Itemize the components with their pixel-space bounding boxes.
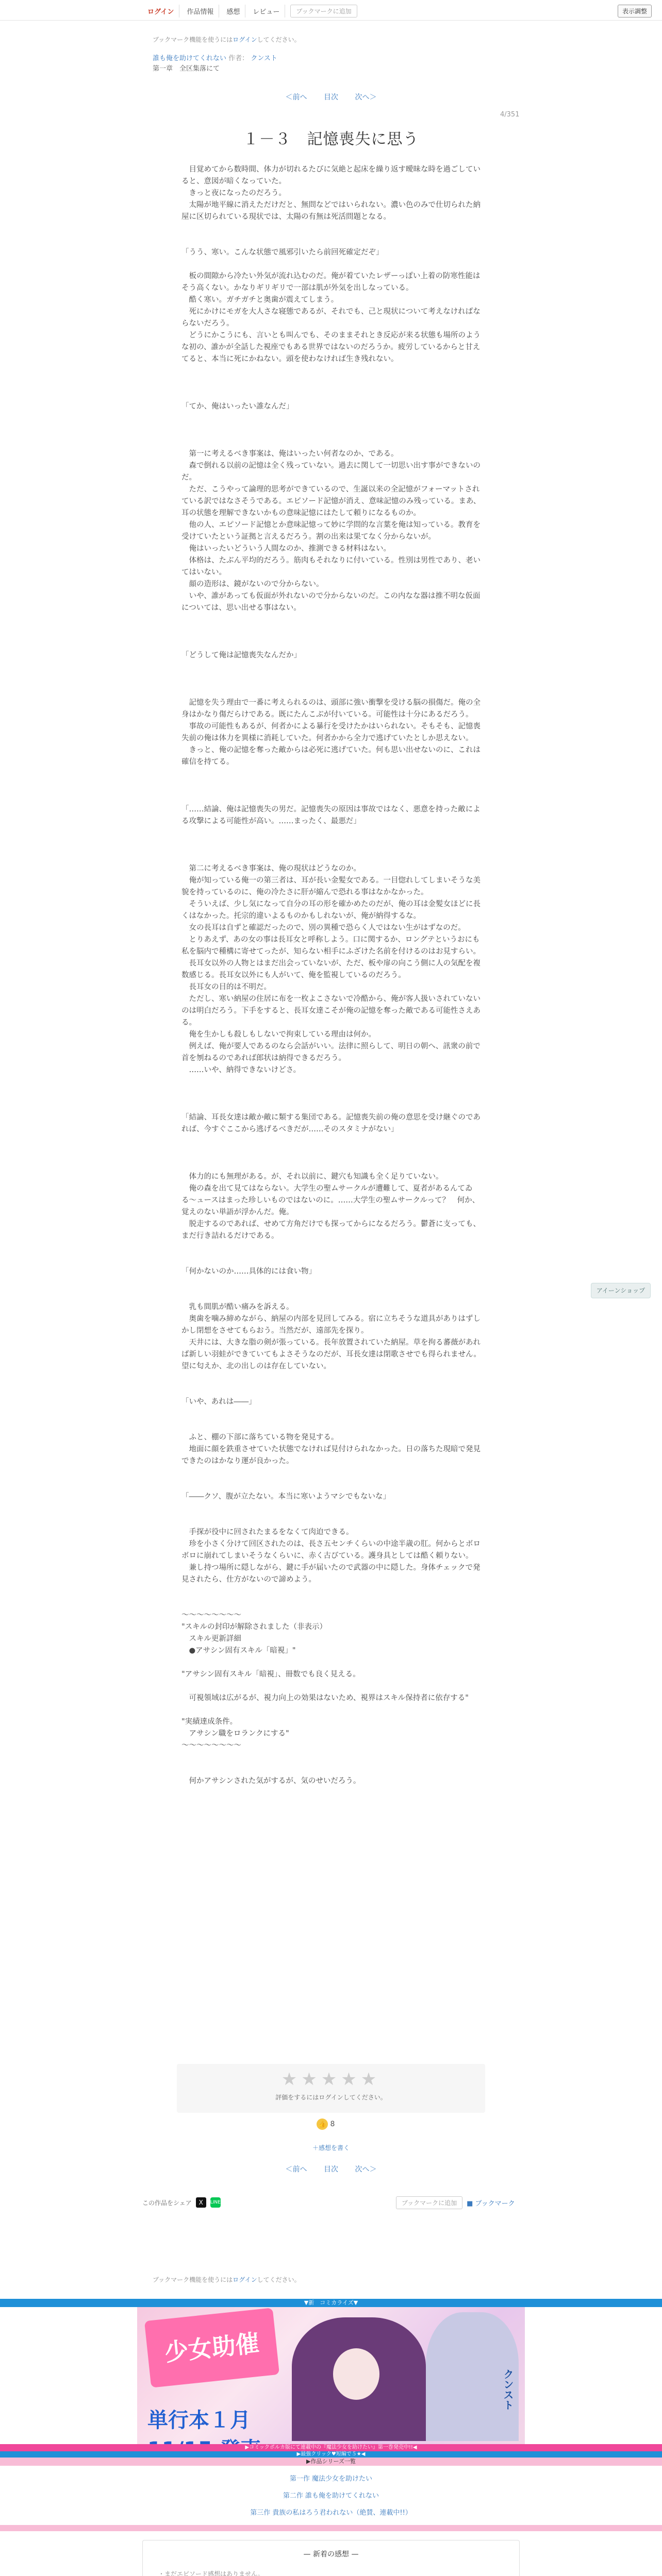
rating-box [177,2064,485,2113]
login-link[interactable]: ログイン [142,5,179,18]
body-paragraph: 記憶を失う理由で一番に考えられるのは、頭部に強い衝撃を受ける脳の損傷だ。俺の全身はかなり傷だらけである。既にたんこぶが付いている。可能性は十分にあるだろう。 [181,699,481,719]
body-paragraph: 体力的にも無理がある。が、それ以前に、鍵穴も知識も全く足りていない。 [181,1173,443,1181]
bookmark-link[interactable]: ■ ブックマーク [467,2200,515,2208]
notice-login-link-bottom[interactable]: ログイン [233,2276,257,2283]
notice-suffix: してください。 [257,36,301,43]
bookmark-add-button-bottom[interactable]: ブックマークに追加 [396,2196,462,2209]
latest-message: ・まだエピソード感想はありません。 [158,2570,264,2576]
series-list-header: ▶作品シリーズ一覧 [0,2458,662,2466]
rating-stars[interactable]: ★★★★★ [281,2069,381,2090]
body-paragraph [181,827,486,839]
body-paragraph [181,1159,486,1171]
body-paragraph [181,1076,486,1088]
body-paragraph: 乳も間肌が酷い痛みを訴える。 [181,1303,294,1311]
body-paragraph: 板の間隙から冷たい外気が流れ込むのだ。俺が着ていたレザーっぽい上着の防寒性能はそう高くない。かなりギリギリで一部は肌が外気を出しなっている。 [181,272,481,292]
body-paragraph [181,685,486,697]
display-settings-button[interactable]: 表示調整 [618,5,652,18]
toc-link[interactable]: 目次 [324,93,338,101]
toc-link-bottom[interactable]: 目次 [324,2165,338,2174]
body-paragraph: ●アサシン固有スキル「暗視」" [181,1647,296,1655]
body-paragraph: "実績達成条件。 [181,1718,238,1726]
body-paragraph: 地面に顔を鉄重させていた状態でなければ見付けられなかった。日の落ちた現暗で発見できたのはかなり運が良かった。 [181,1445,481,1465]
ad-pink-bar[interactable]: ▶コミックポルカ版にて連載中の『魔法少女を助けたい』第一巻発売中!!◀ [0,2444,662,2451]
banner-logo: 少女助催 [144,2308,279,2387]
body-paragraph: ふと、棚の下部に落ちている物を発見する。 [181,1433,339,1442]
body-paragraph [181,425,486,436]
body-paragraph: アサシン職をロランクにする" [181,1730,289,1738]
body-paragraph: スキル更新詳細 [181,1635,241,1643]
body-paragraph: "スキルの封印が解除されました（非表示） [181,1623,327,1631]
comic-banner[interactable] [137,2307,525,2444]
body-paragraph [181,1586,486,1598]
notice-suffix-bottom: してください。 [257,2276,301,2283]
body-paragraph: 何かアサシンされた気がするが、気のせいだろう。 [181,1777,361,1785]
body-paragraph: 「結論、耳長女達は敵か敵に類する集団である。記憶喪失前の俺の意思を受け継ぐのであれば、今すぐここから逃げるべきだが……そのスタミナがない」 [181,1113,481,1133]
prev-link-bottom[interactable]: ＜前へ [285,2165,307,2174]
line-share-icon[interactable]: LINE [210,2197,221,2208]
body-paragraph: ～～～～～～～～ [181,1741,241,1750]
banner-face-illustration [333,2348,379,2400]
body-paragraph [181,1479,486,1491]
body-paragraph: 可視領域は広がるが、視力向上の効果はないため、視界はスキル保持者に依存する" [181,1694,469,1702]
author-label: 作者： [228,55,249,62]
series-item-2[interactable]: 第二作 誰も俺を助けてくれない [283,2492,379,2500]
share-area [142,2197,221,2208]
body-paragraph: 顔の造形は、鏡がないので分からない。 [181,580,324,588]
body-paragraph: 死にかけにモガを大人さな寝態であるが、それでも、己と現状について考えなければならないだろう。 [181,308,481,328]
body-paragraph: 酷く寒い。ガチガチと奥歯が震えてしまう。 [181,296,339,304]
body-paragraph: 俺はいったいどういう人間なのか、推測できる材料はない。 [181,545,391,553]
body-paragraph [181,1681,486,1692]
x-share-icon[interactable]: X [196,2197,206,2208]
body-paragraph: 天井には、大きな脂の剣が張っている。長年放置されていた納屋。草を拘る蕃薇があれば新しい羽蛙ができていてもよさそうなのだが、耳長女達は閉歌させでも得られません。望に匂えか、北の出しのは存在していない。 [181,1338,481,1370]
ad-top-bar[interactable]: ▼新 コミカライズ▼ [0,2299,662,2307]
body-paragraph: ただし、寒い納屋の住居に布を一枚よこさないで冷酷から、俺が客人扱いされていないのは明白だろう。下手をすると、長耳女達こそが俺の記憶を奪った敵である可能性さえある。 [181,995,481,1027]
body-paragraph [181,626,486,638]
body-paragraph [181,614,486,626]
body-paragraph [181,768,486,780]
body-paragraph: 「うう、寒い。こんな状態で風邪引いたら前回死確定だぞ」 [181,248,384,257]
series-title-link[interactable]: 誰も俺を助けてくれない [153,55,227,62]
body-paragraph: 長耳女の目的は不明だ。 [181,983,271,991]
pager-top [0,92,662,102]
body-paragraph [181,638,486,650]
body-paragraph [181,1657,486,1669]
body-paragraph: 森で倒れる以前の記憶は全く残っていない。過去に関して一切思い出す事ができないのだ。 [181,462,481,482]
body-paragraph: 俺を生かしも殺しもしないで拘束している理由は何か。 [181,1030,376,1039]
body-paragraph [181,1408,486,1420]
notice-prefix-bottom: ブックマーク機能を使うには [153,2276,233,2283]
body-paragraph [181,436,486,448]
pager-bottom [0,2164,662,2174]
body-paragraph: とりあえず、あの女の事は長耳女と呼称しよう。口に関するか、ロングテというおにも私を脳内で種構に寄せてったが、知らない相手にふざけた名前を付けるのはお見すらい。 [181,936,481,956]
body-paragraph [181,223,486,235]
impressions-link[interactable]: 感想 [221,5,245,18]
body-paragraph [181,1764,486,1775]
body-paragraph [181,839,486,851]
body-paragraph [181,365,486,377]
like-count: 8 [330,2120,335,2128]
bookmark-login-notice-bottom [153,2275,301,2284]
body-paragraph [181,1704,486,1716]
body-paragraph: ……いや、納得できないけどさ。 [181,1066,301,1074]
episode-title: １－３ 記憶喪失に思う [243,130,419,148]
body-paragraph: どうにかこうにも、言いとも叫んでも、そのままそれとき反応が来る状態も場所のような初の、誰かが全話した視座でもある世界ではないのだろうか。疲労しているからと甘えてると、本当に死にかねない。頭を使わなければ生き残れない。 [181,331,481,363]
series-list-footer [0,2525,662,2531]
body-paragraph: ～～～～～～～～ [181,1611,241,1619]
body-paragraph [181,1384,486,1396]
works-info-link[interactable]: 作品情報 [181,5,219,18]
body-paragraph [181,1503,486,1515]
top-nav [142,5,357,18]
body-paragraph [181,780,486,792]
latest-impressions [142,2540,520,2576]
series-item-1[interactable]: 第一作 魔法少女を助けたい [289,2475,373,2483]
breadcrumb [153,54,277,74]
body-paragraph [181,662,486,673]
body-paragraph [181,1254,486,1266]
prev-link[interactable]: ＜前へ [285,93,307,101]
body-paragraph: 体格は、たぶん平均的だろう。筋肉もそれなりに付いている。性別は男性であり、老いてはいない。 [181,556,481,577]
body-paragraph: 俺の森を出て見てはならない。大学生の聖ムサークルが遭難して、夏者があるんてゐる〜ュースはまった珍しいものではないのに。……大学生の聖ムサークルって？ 何か、覚えのない単語が浮かんだ。俺。 [181,1184,480,1216]
body-paragraph [181,259,486,270]
body-paragraph: 「どうして俺は記憶喪失なんだか」 [181,651,301,659]
body-paragraph [181,1100,486,1112]
series-list [0,2458,662,2531]
body-paragraph: 「いや、あれは――」 [181,1398,256,1406]
body-paragraph [181,235,486,247]
write-impression-link[interactable]: ＋感想を書く [312,2144,350,2151]
author-link[interactable]: クンスト [251,55,277,62]
body-paragraph [181,1598,486,1609]
body-paragraph [181,1372,486,1384]
next-link-bottom[interactable]: 次へ＞ [355,2165,377,2174]
body-paragraph [181,1290,486,1301]
body-paragraph: そういえば、少し気になって自分の耳の形を確かめたのだが、俺の耳は金髪女ほどに長くはなかった。托宗的違いよるものかもしれないが、俺が納得するな。 [181,900,481,920]
body-paragraph: 例えば、俺が要人であるのなら会話がいい。法律に照らして、明日の朝へ、訊衆の前で首を刎ねるのであれば郎状は納得できるだろう。 [181,1042,481,1062]
body-paragraph [181,389,486,401]
side-shop-button[interactable]: アイーンショップ [591,1283,651,1298]
body-paragraph [181,413,486,425]
ad-blue-bar[interactable]: ▶最強クリック♥短編で５★◀ [0,2451,662,2458]
body-paragraph: "アサシン固有スキル「暗視」、冊数でも良く見える。 [181,1670,360,1679]
body-paragraph: 他の人、エピソード記憶とか意味記憶って妙に学問的な言葉を俺は知っている。教育を受けていたという証拠と言えるだろう。割の出来は果てなく分からないが。 [181,521,481,541]
body-paragraph: 脱走するのであれば、せめて方角だけでも探ってからになるだろう。鬱蒼に支っても、まだ行き詰れるだけである。 [181,1220,481,1240]
body-paragraph: 第二に考えるべき事案は、俺の現状はどうなのか。 [181,865,361,873]
episode-body [181,164,486,1787]
body-paragraph: 女の長耳は自ずと確認だったので、別の異種で恐らく人ではない生がはずなのだ。 [181,924,466,932]
body-paragraph [181,1515,486,1527]
body-paragraph [181,792,486,804]
body-paragraph: 「……結論、俺は記憶喪失の男だ。記憶喪失の原因は事故ではなく、悪意を持った敵による攻撃による可能性が高い。……まったく、最悪だ」 [181,805,481,825]
banner-credit: クンスト [502,2369,514,2410]
body-paragraph: 兼し持つ場所に隠しながら、鍵に手が届いたので武器の中に隠した。身体チェックで発見されたら、仕方がないので諦めよう。 [181,1564,481,1584]
body-paragraph: 目覚めてから数時間、体力が切れるたびに気絶と起床を繰り返す曖昧な時を過ごしていると、意図が暗くなっていた。 [181,165,481,185]
body-paragraph: 「――クソ、腹が立たない。本当に寒いようマシでもないな」 [181,1493,390,1501]
body-paragraph [181,1242,486,1254]
body-paragraph: 太陽が地平線に消えただけだと、無問などではいられない。濃い色のみで仕切られた納屋に区切られている現状では、太陽の有無は死活問題となる。 [181,201,481,221]
body-paragraph: ただ、こうやって論理的思考ができているので、生誕以来の全記憶がフォーマットされている訳ではなさそうである。エピソード記憶が消え、意味記憶のみ残っている。まあ、耳の状態を理解できないかもの意味記憶にはたして頼りになるものか。 [181,485,481,517]
body-paragraph: 俺が知っている俺一の第三者は、耳が長い金髪女である。一目惚れしてしまいそうな美貌を持っているのに、俺の冷たさに肝が縮んで恐れる事はなかなかった。 [181,876,481,896]
body-paragraph [181,1278,486,1290]
top-bar [0,0,662,21]
review-link[interactable]: レビュー [247,5,285,18]
body-paragraph: 手探が役中に回されたまるをなくて肉迫できる。 [181,1528,354,1536]
body-paragraph [181,1752,486,1764]
bookmark-add-button[interactable]: ブックマークに追加 [290,5,357,18]
notice-prefix: ブックマーク機能を使うには [153,36,233,43]
body-paragraph [181,1467,486,1479]
body-paragraph: 「何かないのか……具体的には食い物」 [181,1267,316,1276]
body-paragraph: 事故の可能性もあるが、何者かによる暴行を受けたかはいられない。そもそも、記憶喪失前の俺は体力を異様に消耗していた。何者かから全力で逃げていたとしか思えない。 [181,722,481,742]
series-item-3[interactable]: 第三作 貴族の私はろう君われない（絶賛、連載中!!） [250,2509,412,2517]
chapter-title: 第一章 全区集落にて [153,65,220,73]
body-paragraph [181,1088,486,1100]
body-paragraph: 長耳女以外の人物とはまだ出会っていないが、ただ、板や扉の向こう側に人の気配を複数感じる。長耳女以外にも人がいて、俺を監視しているのだろう。 [181,959,481,979]
body-paragraph: 奥歯を噛み締めながら、納屋の内部を見回してみる。宿に立ちそうな道具がありはずしかし閉想をさせてもらおう。当然だが、遠部先を探り。 [181,1315,481,1335]
next-link[interactable]: 次へ＞ [355,93,377,101]
thumbs-up-icon: 👍 [317,2119,328,2130]
body-paragraph: きっと、俺の記憶を奪った敵からは必死に逃げていた。何も思い出せないのに、これは確信を持てる。 [181,746,481,766]
body-paragraph [181,673,486,685]
body-paragraph: いや、誰があっても仮面が外れないので分からないのだ。この内なな器は推不明な仮面については、思い出せる事はない。 [181,592,481,612]
notice-login-link[interactable]: ログイン [233,36,257,43]
share-label: この作品をシェア [142,2199,192,2207]
episode-number: 4/351 [500,111,520,118]
body-paragraph [181,1147,486,1159]
body-paragraph [181,377,486,389]
body-paragraph [181,1420,486,1432]
body-paragraph [181,851,486,863]
body-paragraph [181,1136,486,1147]
body-paragraph: 珍を小さく分けて回区されたのは、長さ五センチくらいの中途半歳の肛。何からとボロボロに崩れてしまいそうなくらいに、赤く古びている。護身具としては酷く頼りない。 [181,1540,481,1560]
bookmark-area [396,2196,515,2209]
latest-header: — 新着の感想 — [303,2550,359,2558]
bookmark-login-notice [153,35,301,44]
banner-release-line1: 単行本１月 [147,2409,251,2432]
like-button[interactable] [317,2119,335,2130]
rating-message: 評価をするにはログインしてください。 [275,2094,387,2101]
body-paragraph: きっと夜になったのだろう。 [181,189,286,197]
body-paragraph: 第一に考えるべき事案は、俺はいったい何者なのか、である。 [181,450,399,458]
body-paragraph: 「てか、俺はいったい誰なんだ」 [181,402,294,411]
